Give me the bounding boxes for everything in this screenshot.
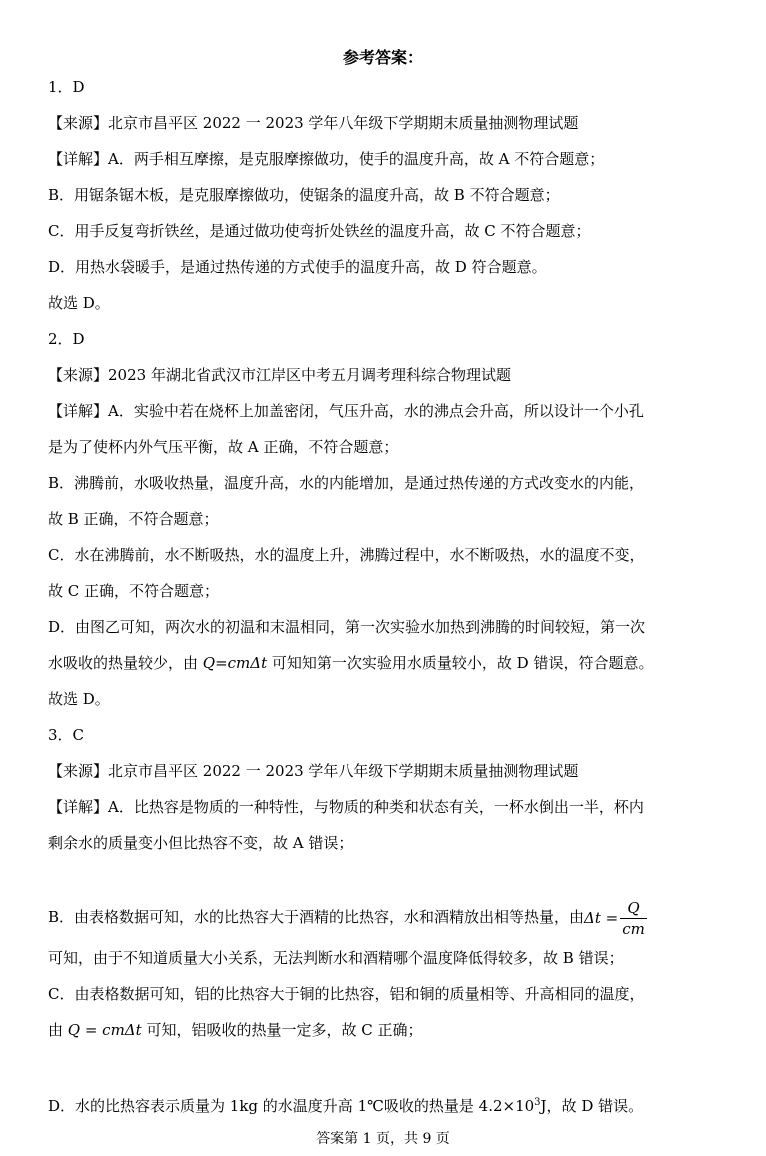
- explanation-line: [48, 1020, 728, 1040]
- explanation-line: 【详解】A．实验中若在烧杯上加盖密闭，气压升高，水的沸点会升高，所以设计一个小孔: [48, 402, 644, 420]
- formula: Δt =: [584, 909, 619, 927]
- explanation-line: C．由表格数据可知，铝的比热容大于铜的比热容，铝和铜的质量相等、升高相同的温度，: [48, 985, 645, 1003]
- explanation-line: 【详解】A．比热容是物质的一种特性，与物质的种类和状态有关，一杯水倒出一半，杯内: [48, 798, 644, 816]
- text-segment: 由: [48, 1021, 68, 1039]
- conclusion-line: 故选 D。: [48, 294, 110, 312]
- explanation-line: C．用手反复弯折铁丝，是通过做功使弯折处铁丝的温度升高，故 C 不符合题意；: [48, 222, 591, 240]
- page-footer: 答案第 1 页，共 9 页: [316, 1131, 450, 1147]
- source-line: 【来源】2023 年湖北省武汉市江岸区中考五月调考理科综合物理试题: [48, 366, 511, 384]
- formula: Q=cmΔt: [202, 654, 268, 672]
- answer-number-3: 3．C: [48, 726, 85, 744]
- explanation-line: D．用热水袋暖手，是通过热传递的方式使手的温度升高，故 D 符合题意。: [48, 258, 547, 276]
- page-title: 参考答案：: [342, 48, 423, 67]
- explanation-line: B．用锯条锯木板，是克服摩擦做功，使锯条的温度升高，故 B 不符合题意；: [48, 186, 560, 204]
- explanation-line: [48, 1093, 728, 1116]
- explanation-line: [48, 653, 728, 673]
- explanation-line: B．沸腾前，水吸收热量，温度升高，水的内能增加，是通过热传递的方式改变水的内能，: [48, 474, 645, 492]
- source-line: 【来源】北京市昌平区 2022 一 2023 学年八年级下学期期末质量抽测物理试题: [48, 114, 579, 132]
- fraction-denominator: cm: [622, 919, 645, 938]
- text-segment: 可知，铝吸收的热量一定多，故 C 正确；: [141, 1021, 423, 1039]
- explanation-line: 故 B 正确，不符合题意；: [48, 510, 219, 528]
- explanation-line: 是为了使杯内外气压平衡，故 A 正确，不符合题意；: [48, 438, 399, 456]
- explanation-line: 故 C 正确，不符合题意；: [48, 582, 220, 600]
- formula: Q = cmΔt: [67, 1021, 142, 1039]
- fraction-formula: [620, 898, 647, 939]
- text-segment: B．由表格数据可知，水的比热容大于酒精的比热容，水和酒精放出相等热量，由: [48, 908, 585, 926]
- source-line: 【来源】北京市昌平区 2022 一 2023 学年八年级下学期期末质量抽测物理试题: [48, 762, 579, 780]
- explanation-line: D．由图乙可知，两次水的初温和末温相同，第一次实验水加热到沸腾的时间较短，第一次: [48, 618, 646, 636]
- answer-number-1: 1．D: [48, 78, 85, 96]
- text-segment: D．水的比热容表示质量为 1kg 的水温度升高 1℃吸收的热量是 4.2×10: [48, 1097, 535, 1115]
- explanation-line: [48, 896, 728, 938]
- conclusion-line: 故选 D。: [48, 690, 110, 708]
- explanation-line: 剩余水的质量变小但比热容不变，故 A 错误；: [48, 834, 354, 852]
- answer-number-2: 2．D: [48, 330, 85, 348]
- text-segment: J，故 D 错误。: [540, 1097, 644, 1115]
- text-segment: 水吸收的热量较少，由: [48, 654, 203, 672]
- superscript: 3: [534, 1097, 541, 1108]
- explanation-line: 可知，由于不知道质量大小关系，无法判断水和酒精哪个温度降低得较多，故 B 错误；: [48, 949, 624, 967]
- text-segment: 可知知第一次实验用水质量较小，故 D 错误，符合题意。: [267, 654, 654, 672]
- fraction-numerator: Q: [620, 898, 647, 919]
- explanation-line: C．水在沸腾前，水不断吸热，水的温度上升，沸腾过程中，水不断吸热，水的温度不变，: [48, 546, 645, 564]
- explanation-line: 【详解】A．两手相互摩擦，是克服摩擦做功，使手的温度升高，故 A 不符合题意；: [48, 150, 605, 168]
